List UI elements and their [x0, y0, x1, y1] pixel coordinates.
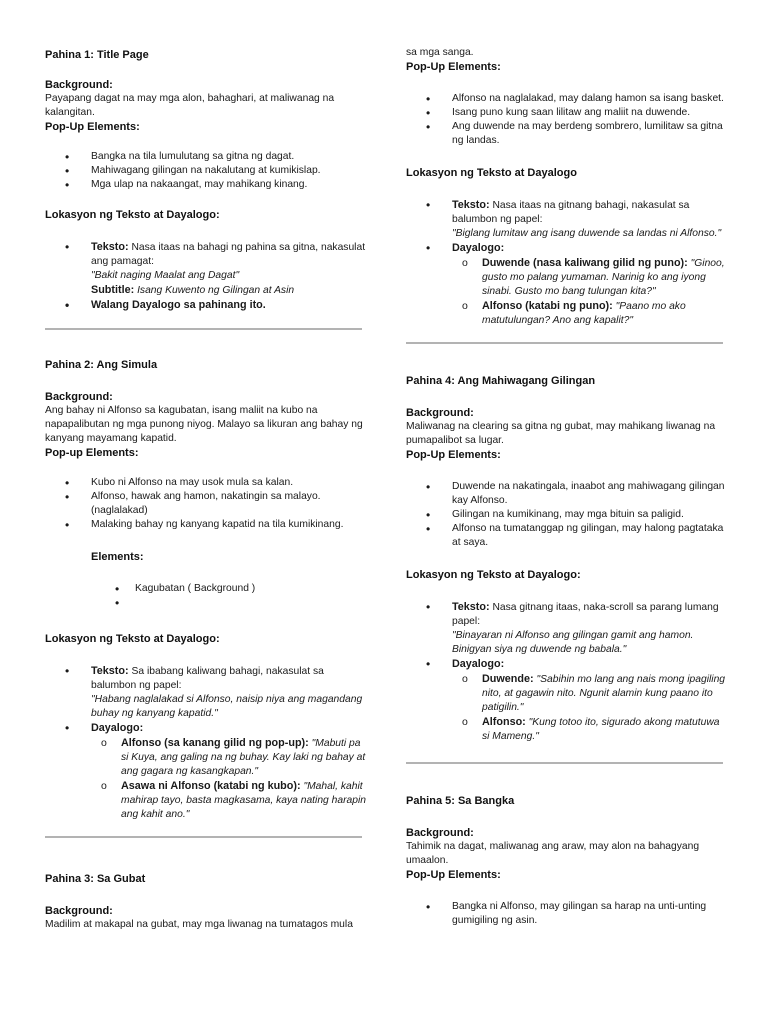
- p5-background-text: Tahimik na dagat, maliwanag ang araw, may alon na bahagyang umaalon.: [406, 841, 700, 866]
- p5-background-label: Background:: [406, 827, 474, 839]
- left-column: [45, 0, 367, 932]
- p2-lokasyon-list: [45, 664, 367, 822]
- list-item: • Bangka na tila lumulutang sa gitna ng dagat.: [45, 150, 367, 164]
- list-item: • Mga ulap na nakaangat, may mahikang kinang.: [45, 178, 367, 192]
- list-item: • Ang duwende na may berdeng sombrero, lumilitaw sa gitna ng landas.: [406, 120, 728, 148]
- teksto-quote: "Biglang lumitaw ang isang duwende sa landas ni Alfonso.": [452, 228, 722, 239]
- p2-background-label: Background:: [45, 391, 113, 403]
- p3-popup-label: Pop-Up Elements:: [406, 61, 501, 73]
- teksto-text: Nasa gitnang itaas, naka-scroll sa parang lumang papel:: [452, 602, 719, 627]
- speaker-label: Asawa ni Alfonso (katabi ng kubo):: [121, 780, 301, 792]
- p3-lokasyon-label: Lokasyon ng Teksto at Dayalogo: [406, 167, 577, 179]
- p4-background-text: Maliwanag na clearing sa gitna ng gubat, may mahikang liwanag na pumapalibot sa lugar.: [406, 421, 716, 446]
- dialogue-text: "Paano mo ako matutulungan? Ano ang kapalit?": [482, 301, 686, 326]
- dayalogo-list: [452, 256, 728, 328]
- list-item: [91, 779, 367, 822]
- p4-popup-label: Pop-Up Elements:: [406, 449, 501, 461]
- page1-title: Pahina 1: Title Page: [45, 49, 149, 61]
- list-item: [91, 736, 367, 779]
- p1-lokasyon-list: [45, 240, 367, 312]
- list-item: • Bangka ni Alfonso, may gilingan sa harap na unti-unting gumigiling ng asin.: [406, 900, 728, 928]
- p2-popup-label: Pop-up Elements:: [45, 447, 139, 459]
- teksto-label: Teksto:: [91, 241, 129, 253]
- speaker-label: Duwende (nasa kaliwang gilid ng puno):: [482, 257, 688, 269]
- teksto-text: Sa ibabang kaliwang bahagi, nakasulat sa balumbon ng papel:: [91, 666, 324, 691]
- list-item: • Kagubatan ( Background ): [45, 582, 367, 596]
- list-item: [452, 672, 728, 715]
- teksto-quote: "Habang naglalakad si Alfonso, naisip niya ang magandang buhay ng kanyang kapatid.": [91, 694, 363, 719]
- p2-elements-list: [45, 582, 367, 610]
- p1-popup-list: [45, 150, 367, 192]
- dayalogo-list: [91, 736, 367, 822]
- p3-background-cont: sa mga sanga.: [406, 47, 474, 58]
- dialogue-text: "Mahal, kahit mahirap tayo, basta magkasama, kaya nating harapin ang kahit ano.": [121, 781, 366, 820]
- list-item: • Alfonso na naglalakad, may dalang hamon sa isang basket.: [406, 92, 728, 106]
- list-item: [45, 240, 367, 298]
- teksto-quote: "Binayaran ni Alfonso ang gilingan gamit ang hamon. Binigyan siya ng duwende ng babala.": [452, 630, 694, 655]
- right-column: [406, 0, 728, 928]
- p4-lokasyon-list: [406, 600, 728, 744]
- speaker-label: Duwende:: [482, 673, 534, 685]
- list-item: [45, 664, 367, 721]
- list-item: • Alfonso na tumatanggap ng gilingan, may halong pagtataka at saya.: [406, 522, 728, 550]
- dialogue-text: "Mabuti pa si Kuya, ang galing na ng buhay. Kay laki ng bahay at ang gagara ng kasangkapan.": [121, 738, 366, 777]
- list-item: • Mahiwagang gilingan na nakalutang at kumikislap.: [45, 164, 367, 178]
- page3-title: Pahina 3: Sa Gubat: [45, 873, 146, 885]
- p1-popup-label: Pop-Up Elements:: [45, 121, 140, 133]
- teksto-label: Teksto:: [91, 665, 129, 677]
- dialogue-text: "Sabihin mo lang ang nais mong ipagiling nito, at gagawin nito. Ngunit alamin kung paano ito patigilin.": [482, 674, 726, 713]
- list-item: • Isang puno kung saan lilitaw ang maliit na duwende.: [406, 106, 728, 120]
- p3-background-text: Madilim at makapal na gubat, may mga liwanag na tumatagos mula: [45, 919, 353, 930]
- list-item: • Alfonso, hawak ang hamon, nakatingin sa malayo. (naglalakad): [45, 490, 367, 518]
- speaker-label: Alfonso:: [482, 716, 526, 728]
- dayalogo-label: Dayalogo:: [452, 242, 505, 254]
- list-item: [45, 721, 367, 822]
- p2-background-text: Ang bahay ni Alfonso sa kagubatan, isang maliit na kubo na napapalibutan ng mga punong niyog. Malayo sa likuran ang bahay ng kanyang mayamang kapatid.: [45, 405, 363, 444]
- list-item: [406, 657, 728, 744]
- speaker-label: Alfonso (sa kanang gilid ng pop-up):: [121, 737, 309, 749]
- teksto-label: Teksto:: [452, 199, 490, 211]
- list-item: • Gilingan na kumikinang, may mga bituin sa paligid.: [406, 508, 728, 522]
- dialogue-text: "Kung totoo ito, sigurado akong matutuwa si Mameng.": [482, 717, 720, 742]
- p1-background-text: Payapang dagat na may mga alon, bahaghari, at maliwanag na kalangitan.: [45, 93, 335, 118]
- list-item: [452, 715, 728, 744]
- p2-elements-label: Elements:: [91, 551, 144, 563]
- p5-popup-label: Pop-Up Elements:: [406, 869, 501, 881]
- teksto-quote: "Bakit naging Maalat ang Dagat": [91, 270, 240, 281]
- list-item: [406, 600, 728, 657]
- page5-title: Pahina 5: Sa Bangka: [406, 795, 515, 807]
- p3-popup-list: [406, 92, 728, 148]
- dayalogo-list: [452, 672, 728, 744]
- p5-popup-list: [406, 900, 728, 928]
- list-item: • Duwende na nakatingala, inaabot ang mahiwagang gilingan kay Alfonso.: [406, 480, 728, 508]
- list-item: • Kubo ni Alfonso na may usok mula sa kalan.: [45, 476, 367, 490]
- p4-popup-list: [406, 480, 728, 550]
- list-item: • Walang Dayalogo sa pahinang ito.: [45, 298, 367, 312]
- teksto-text: Nasa itaas na gitnang bahagi, nakasulat sa balumbon ng papel:: [452, 200, 690, 225]
- dayalogo-label: Dayalogo:: [452, 658, 505, 670]
- speaker-label: Alfonso (katabi ng puno):: [482, 300, 613, 312]
- list-item: [452, 299, 728, 328]
- list-item: [406, 198, 728, 241]
- p3-background-label: Background:: [45, 905, 113, 917]
- teksto-label: Teksto:: [452, 601, 490, 613]
- p1-lokasyon-label: Lokasyon ng Teksto at Dayalogo:: [45, 209, 220, 221]
- dialogue-text: "Ginoo, gusto mo palang yumaman. Narinig ko ang iyong sinabi. Gusto mo bang tulungan kita?": [482, 258, 725, 297]
- list-item: • Malaking bahay ng kanyang kapatid na tila kumikinang.: [45, 518, 367, 532]
- p3-lokasyon-list: [406, 198, 728, 328]
- dayalogo-label: Dayalogo:: [91, 722, 144, 734]
- p1-background-label: Background:: [45, 79, 113, 91]
- page2-title: Pahina 2: Ang Simula: [45, 359, 158, 371]
- list-item: [406, 241, 728, 328]
- list-item: [45, 596, 367, 610]
- list-item: [452, 256, 728, 299]
- p2-lokasyon-label: Lokasyon ng Teksto at Dayalogo:: [45, 633, 220, 645]
- subtitle-text: Isang Kuwento ng Gilingan at Asin: [137, 285, 295, 296]
- teksto-text: Nasa itaas na bahagi ng pahina sa gitna, nakasulat ang pamagat:: [91, 242, 366, 267]
- subtitle-label: Subtitle:: [91, 284, 135, 296]
- page4-title: Pahina 4: Ang Mahiwagang Gilingan: [406, 375, 596, 387]
- p4-lokasyon-label: Lokasyon ng Teksto at Dayalogo:: [406, 569, 581, 581]
- p4-background-label: Background:: [406, 407, 474, 419]
- p2-popup-list: [45, 476, 367, 532]
